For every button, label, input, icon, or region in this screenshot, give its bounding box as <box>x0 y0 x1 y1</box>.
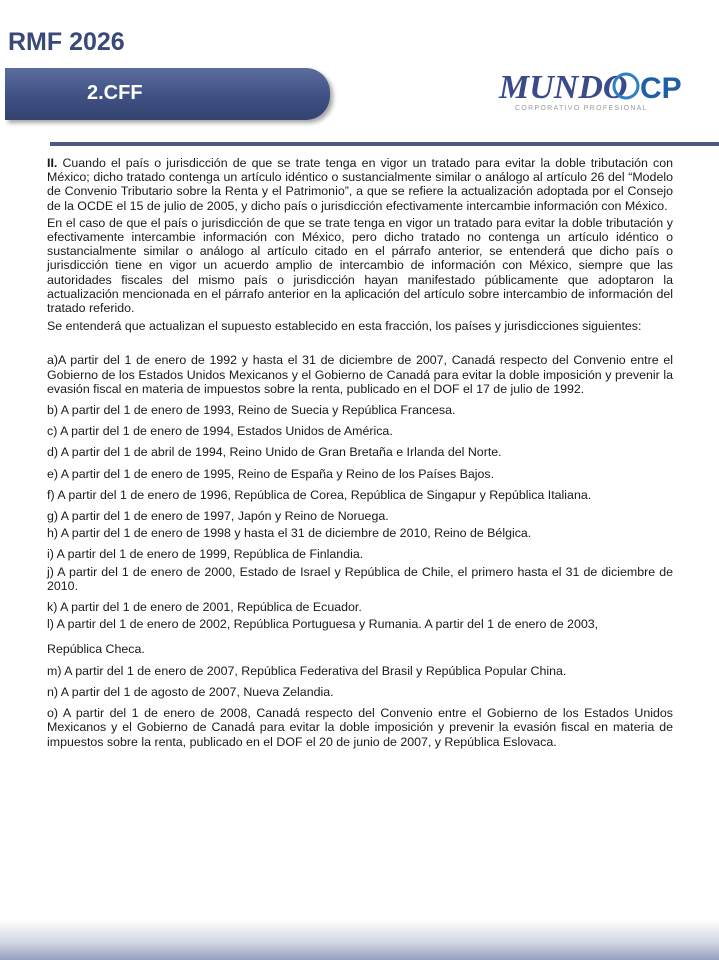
list-item-l-continued: República Checa. <box>47 642 145 657</box>
logo-brand-main: MUNDO <box>499 69 628 106</box>
list-item-o: o) A partir del 1 de enero de 2008, Canadá respecto del Convenio entre el Gobierno de los Estados Unidos Mexicanos y el Gobierno de Canadá para evitar la doble imposición y prevenir la evasión fiscal en materia de impuestos sobre la renta, publicado en el DOF el 20 de junio de 2007, y República Eslovaca. <box>47 706 673 749</box>
list-item-l: l) A partir del 1 de enero de 2002, República Portuguesa y Rumania. A partir del 1 de enero de 2003, <box>47 617 599 632</box>
paragraph-ii-text: Cuando el país o jurisdicción de que se trate tenga en vigor un tratado para evitar la doble tributación con México; dicho tratado contenga un artículo idéntico o sustancialmente similar o análogo al artículo 26 del “Modelo de Convenio Tributario sobre la Renta y el Patrimonio”, a que se refiere la actualización adoptada por el Consejo de la OCDE el 15 de julio de 2005, y dicho país o jurisdicción efectivamente intercambie información con México. <box>47 156 673 213</box>
section-banner <box>5 68 330 120</box>
list-item-n: n) A partir del 1 de agosto de 2007, Nueva Zelandia. <box>47 684 334 699</box>
logo-brand-accent: CP <box>640 72 682 105</box>
list-item-i: i) A partir del 1 de enero de 1999, República de Finlandia. <box>47 547 364 562</box>
list-item-j: j) A partir del 1 de enero de 2000, Estado de Israel y República de Chile, el primero hasta el 31 de diciembre de 2010. <box>47 564 673 593</box>
list-item-h: h) A partir del 1 de enero de 1998 y hasta el 31 de diciembre de 2010, Reino de Bélgica. <box>47 526 532 541</box>
list-item-d: d) A partir del 1 de abril de 1994, Reino Unido de Gran Bretaña e Irlanda del Norte. <box>47 445 502 460</box>
list-item-m: m) A partir del 1 de enero de 2007, República Federativa del Brasil y República Popular China. <box>47 663 567 678</box>
list-item-b: b) A partir del 1 de enero de 1993, Reino de Suecia y República Francesa. <box>47 403 456 418</box>
list-item-k: k) A partir del 1 de enero de 2001, República de Ecuador. <box>47 600 362 615</box>
list-item-e: e) A partir del 1 de enero de 1995, Reino de España y Reino de los Países Bajos. <box>47 466 495 481</box>
logo-tagline: CORPORATIVO PROFESIONAL <box>515 105 648 112</box>
list-item-a: a)A partir del 1 de enero de 1992 y hasta el 31 de diciembre de 2007, Canadá respecto del Convenio entre el Gobierno de los Estados Unidos Mexicanos y el Gobierno de Canadá para evitar la doble imposición y prevenir la evasión fiscal en materia de impuestos sobre la renta, publicado en el DOF el 17 de julio de 1992. <box>47 353 673 396</box>
page-title: RMF 2026 <box>8 28 125 56</box>
document-body <box>47 156 673 749</box>
mundocp-logo <box>497 62 682 114</box>
footer-gradient-bar <box>0 920 719 960</box>
list-item-g: g) A partir del 1 de enero de 1997, Japón y Reino de Noruega. <box>47 509 389 524</box>
list-item-c: c) A partir del 1 de enero de 1994, Estados Unidos de América. <box>47 424 393 439</box>
paragraph-ii <box>47 156 673 213</box>
header-divider <box>50 142 719 146</box>
paragraph-case: En el caso de que el país o jurisdicción de que se trate tenga en vigor un tratado para evitar la doble tributación y efectivamente intercambie información con México, pero dicho tratado no contenga un artículo idéntico o sustancialmente similar o análogo al artículo citado en el párrafo anterior, se entenderá que dicho país o jurisdicción tiene en vigor un acuerdo amplio de intercambio de información con México, siempre que las autoridades fiscales del mismo país o jurisdicción hayan manifestado públicamente que adoptaron la actualización mencionada en el párrafo anterior en la aplicación del artículo sobre intercambio de información del tratado referido. <box>47 215 673 316</box>
paragraph-intro: Se entenderá que actualizan el supuesto establecido en esta fracción, los países y jurisdicciones siguientes: <box>47 319 642 334</box>
section-label: 2.CFF <box>87 82 143 104</box>
list-item-f: f) A partir del 1 de enero de 1996, República de Corea, República de Singapur y República Italiana. <box>47 487 592 502</box>
paragraph-ii-lead: II. <box>47 156 58 170</box>
